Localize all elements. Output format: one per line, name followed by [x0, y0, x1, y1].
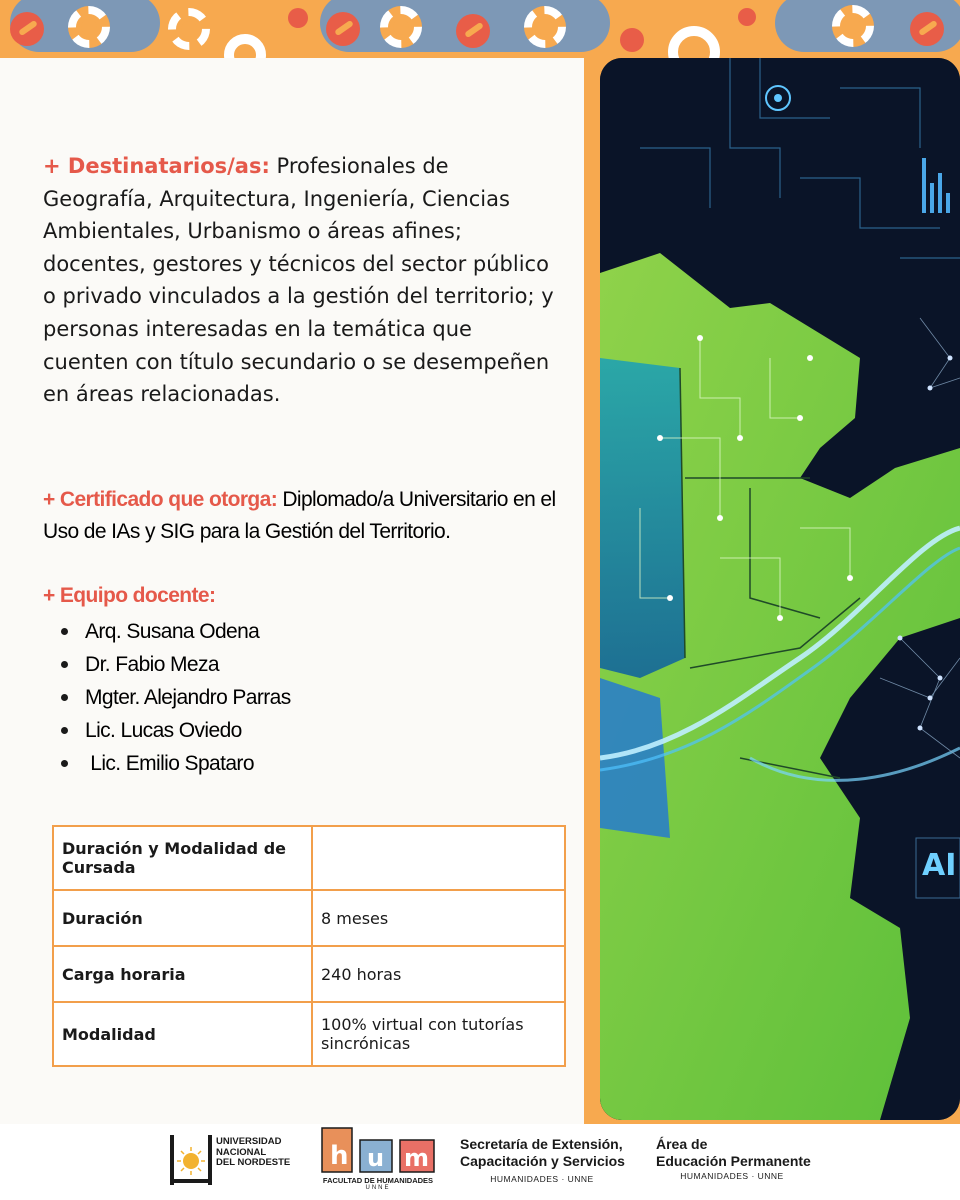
certificado-text: Diplomado/a Universitario en el Uso de IAs y SIG para la Gestión del Territorio.	[43, 488, 556, 543]
table-value-cell: 240 horas	[312, 946, 565, 1002]
list-item	[61, 747, 291, 780]
bullet-icon	[61, 727, 68, 734]
certificado-section	[43, 484, 573, 548]
hum-caption	[320, 1176, 436, 1191]
equipo-docente-heading: + Equipo docente:	[43, 584, 216, 607]
unne-line: NACIONAL	[216, 1146, 267, 1158]
unne-wordmark	[216, 1137, 290, 1169]
area-sub: HUMANIDADES · UNNE	[680, 1171, 784, 1181]
table-row	[53, 890, 565, 946]
hum-caption-line: FACULTAD DE HUMANIDADES	[322, 1176, 434, 1185]
decorative-ring	[224, 34, 266, 58]
destinatarios-section	[43, 150, 563, 411]
certificado-label: + Certificado que otorga:	[43, 488, 278, 511]
decorative-dot	[738, 8, 756, 26]
decorative-ring	[668, 26, 720, 58]
list-item	[61, 615, 291, 648]
decorative-top-bar	[0, 0, 960, 58]
member-name: Mgter. Alejandro Parras	[85, 686, 291, 709]
gear-icon	[524, 6, 566, 48]
equipo-docente-list	[61, 615, 291, 780]
decorative-dot	[620, 28, 644, 52]
map-illustration-svg	[600, 58, 960, 1120]
secretaria-sub: HUMANIDADES · UNNE	[490, 1174, 594, 1184]
gear-icon	[832, 5, 874, 47]
table-row	[53, 826, 565, 890]
member-name: Arq. Susana Odena	[85, 620, 260, 643]
table-key-cell: Modalidad	[53, 1002, 312, 1066]
ai-map-illustration	[600, 58, 960, 1120]
table-row	[53, 1002, 565, 1066]
list-item	[61, 714, 291, 747]
bullet-icon	[61, 628, 68, 635]
gear-icon	[68, 6, 110, 48]
bullet-icon	[61, 661, 68, 668]
svg-text:m: m	[404, 1144, 430, 1172]
table-value-cell: 8 meses	[312, 890, 565, 946]
destinatarios-paragraph	[43, 150, 563, 411]
decorative-leaf-icon	[910, 12, 944, 46]
duration-modality-table	[52, 825, 566, 1067]
svg-text:h: h	[330, 1141, 349, 1171]
area-title	[656, 1136, 811, 1170]
gear-icon	[380, 6, 422, 48]
svg-text:u: u	[367, 1144, 385, 1172]
list-item	[61, 681, 291, 714]
destinatarios-label: + Destinatarios/as:	[43, 154, 270, 178]
list-item	[61, 648, 291, 681]
decorative-leaf-icon	[326, 12, 360, 46]
member-name: Dr. Fabio Meza	[85, 653, 219, 676]
bullet-icon	[61, 694, 68, 701]
table-key-cell: Duración	[53, 890, 312, 946]
member-name: Lic. Lucas Oviedo	[85, 719, 242, 742]
area-line: Educación Permanente	[656, 1153, 811, 1169]
table-value-cell: 100% virtual con tutorías sincrónicas	[312, 1002, 565, 1066]
unne-sun-logo-icon	[170, 1135, 212, 1185]
ai-label: AI	[922, 848, 957, 883]
table-header-value	[312, 826, 565, 890]
table-row	[53, 946, 565, 1002]
area-line: Área de	[656, 1136, 708, 1152]
decorative-leaf-icon	[456, 14, 490, 48]
secretaria-line: Capacitación y Servicios	[460, 1153, 625, 1169]
secretaria-title	[460, 1136, 625, 1170]
unne-line: UNIVERSIDAD	[216, 1136, 282, 1147]
member-name: Lic. Emilio Spataro	[85, 752, 254, 775]
decorative-leaf-icon	[10, 12, 44, 46]
gear-icon	[168, 8, 210, 50]
decorative-dot	[288, 8, 308, 28]
bullet-icon	[61, 760, 68, 767]
table-key-cell: Carga horaria	[53, 946, 312, 1002]
hum-sub-line: UNNE	[365, 1185, 391, 1191]
unne-line: DEL NORDESTE	[216, 1157, 291, 1168]
table-header-cell: Duración y Modalidad de Cursada	[53, 826, 312, 890]
destinatarios-text: Profesionales de Geografía, Arquitectura, Ingeniería, Ciencias Ambientales, Urbanismo o áreas afines; docentes, gestores y técnicos del sector público o privado vinculados a la gestión del territorio; y personas interesadas en la temática que cuenten con título secundario o se desempeñen en áreas relacionadas.	[43, 154, 554, 407]
secretaria-line: Secretaría de Extensión,	[460, 1136, 623, 1152]
